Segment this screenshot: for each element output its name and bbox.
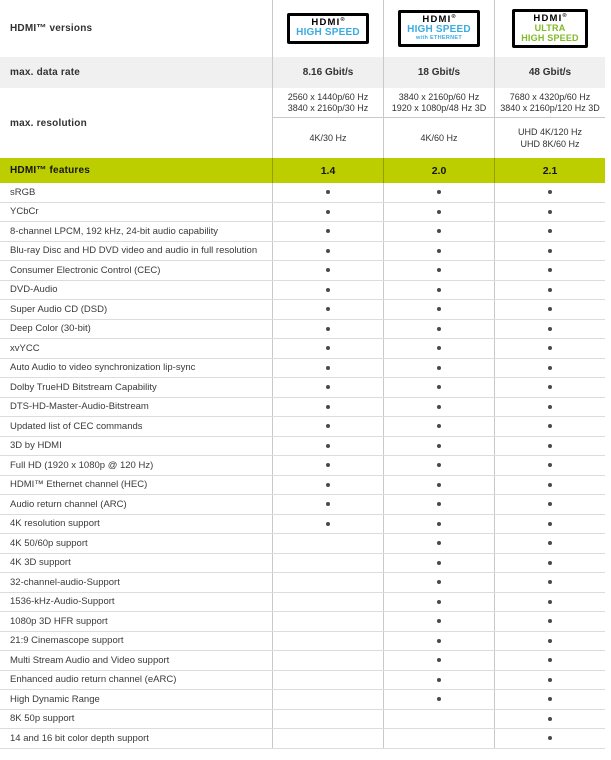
- support-cell-0: [272, 573, 383, 592]
- registered-mark: ®: [340, 16, 345, 23]
- support-cell-2: [494, 456, 605, 475]
- resolution-line: 1920 x 1080p/48 Hz 3D: [391, 102, 487, 113]
- support-cell-1: [383, 612, 494, 631]
- features-header-row: [0, 158, 605, 183]
- support-dot-icon: [326, 288, 330, 292]
- feature-label: Dolby TrueHD Bitstream Capability: [10, 381, 157, 393]
- feature-row: [0, 417, 605, 437]
- support-cell-2: [494, 534, 605, 553]
- support-dot-icon: [437, 307, 441, 311]
- support-cell-0: [272, 378, 383, 397]
- support-cell-1: [383, 573, 494, 592]
- feature-row: [0, 300, 605, 320]
- support-dot-icon: [326, 444, 330, 448]
- support-cell-2: [494, 690, 605, 709]
- support-dot-icon: [437, 288, 441, 292]
- feature-label: Full HD (1920 x 1080p @ 120 Hz): [10, 459, 154, 471]
- resolution-label-cell: [0, 88, 272, 158]
- support-cell-0: [272, 495, 383, 514]
- support-dot-icon: [326, 229, 330, 233]
- versions-logo-cells: [272, 0, 605, 57]
- registered-mark: ®: [562, 12, 567, 19]
- support-dot-icon: [548, 268, 552, 272]
- support-cell-0: [272, 554, 383, 573]
- resolution-secondary-0: [273, 118, 383, 158]
- support-cell-0: [272, 339, 383, 358]
- feature-row: [0, 515, 605, 535]
- feature-row: [0, 554, 605, 574]
- support-cell-0: [272, 281, 383, 300]
- data-rate-value-0: 8.16 Gbit/s: [272, 57, 383, 88]
- support-dot-icon: [437, 268, 441, 272]
- support-cell-1: [383, 632, 494, 651]
- support-dot-icon: [548, 483, 552, 487]
- support-cell-0: [272, 261, 383, 280]
- support-dot-icon: [437, 327, 441, 331]
- versions-label-cell: [0, 0, 272, 57]
- support-cell-1: [383, 417, 494, 436]
- hdmi-wordmark: HDMI®: [533, 12, 567, 24]
- support-dot-icon: [437, 619, 441, 623]
- support-cell-2: [494, 398, 605, 417]
- feature-row: [0, 534, 605, 554]
- support-cell-2: [494, 612, 605, 631]
- support-dot-icon: [326, 210, 330, 214]
- resolution-row: [0, 88, 605, 158]
- support-dot-icon: [548, 249, 552, 253]
- logo-line: HIGH SPEED: [407, 24, 471, 36]
- feature-row: [0, 476, 605, 496]
- support-cell-1: [383, 281, 494, 300]
- feature-row: [0, 612, 605, 632]
- support-dot-icon: [437, 678, 441, 682]
- support-dot-icon: [548, 424, 552, 428]
- support-dot-icon: [548, 736, 552, 740]
- support-cell-2: [494, 417, 605, 436]
- support-cell-1: [383, 456, 494, 475]
- feature-label: Multi Stream Audio and Video support: [10, 654, 170, 666]
- feature-label: sRGB: [10, 186, 36, 198]
- resolution-secondary-2: [495, 118, 605, 158]
- feature-label: Deep Color (30-bit): [10, 323, 91, 335]
- support-cell-0: [272, 632, 383, 651]
- support-dot-icon: [548, 210, 552, 214]
- support-dot-icon: [437, 483, 441, 487]
- support-dot-icon: [548, 600, 552, 604]
- support-dot-icon: [326, 424, 330, 428]
- feature-label: 4K 3D support: [10, 557, 71, 569]
- versions-cell-1: [383, 0, 494, 57]
- feature-label: 14 and 16 bit color depth support: [10, 732, 149, 744]
- support-dot-icon: [437, 249, 441, 253]
- resolution-col-2: [494, 88, 605, 158]
- support-dot-icon: [437, 405, 441, 409]
- feature-row: [0, 632, 605, 652]
- support-dot-icon: [548, 502, 552, 506]
- support-dot-icon: [326, 385, 330, 389]
- feature-row: [0, 339, 605, 359]
- feature-label: 4K 50/60p support: [10, 537, 88, 549]
- resolution-line: 3840 x 2160p/30 Hz: [287, 102, 369, 113]
- feature-label: 1080p 3D HFR support: [10, 615, 108, 627]
- support-dot-icon: [437, 697, 441, 701]
- support-dot-icon: [437, 522, 441, 526]
- support-dot-icon: [548, 385, 552, 389]
- feature-label: High Dynamic Range: [10, 693, 100, 705]
- support-cell-2: [494, 495, 605, 514]
- support-dot-icon: [548, 307, 552, 311]
- support-cell-0: [272, 222, 383, 241]
- feature-row: [0, 495, 605, 515]
- resolution-line: 2560 x 1440p/60 Hz: [287, 91, 369, 102]
- features-version-2: 2.1: [494, 158, 605, 183]
- resolution-col-0: [272, 88, 383, 158]
- support-cell-1: [383, 729, 494, 748]
- feature-row: [0, 651, 605, 671]
- support-cell-2: [494, 632, 605, 651]
- feature-label: Consumer Electronic Control (CEC): [10, 264, 161, 276]
- support-cell-0: [272, 417, 383, 436]
- support-cell-1: [383, 690, 494, 709]
- feature-row: [0, 222, 605, 242]
- support-dot-icon: [437, 580, 441, 584]
- support-dot-icon: [548, 639, 552, 643]
- support-dot-icon: [326, 268, 330, 272]
- support-cell-2: [494, 593, 605, 612]
- features-header-label-cell: [0, 158, 272, 183]
- feature-row: [0, 729, 605, 749]
- support-dot-icon: [437, 444, 441, 448]
- support-dot-icon: [437, 502, 441, 506]
- support-cell-0: [272, 612, 383, 631]
- feature-row: [0, 359, 605, 379]
- support-cell-1: [383, 378, 494, 397]
- support-cell-1: [383, 300, 494, 319]
- support-cell-2: [494, 183, 605, 202]
- support-cell-2: [494, 300, 605, 319]
- feature-label: Auto Audio to video synchronization lip-sync: [10, 362, 196, 374]
- support-cell-1: [383, 203, 494, 222]
- support-cell-2: [494, 222, 605, 241]
- support-cell-1: [383, 339, 494, 358]
- support-dot-icon: [548, 697, 552, 701]
- versions-label: HDMI™ versions: [10, 23, 93, 34]
- support-dot-icon: [548, 541, 552, 545]
- support-cell-1: [383, 495, 494, 514]
- feature-row: [0, 671, 605, 691]
- hdmi-high-speed-logo: [287, 13, 369, 44]
- support-cell-1: [383, 651, 494, 670]
- support-dot-icon: [548, 678, 552, 682]
- feature-label: Updated list of CEC commands: [10, 420, 143, 432]
- support-cell-0: [272, 476, 383, 495]
- data-rate-label: max. data rate: [10, 67, 81, 78]
- feature-row: [0, 183, 605, 203]
- resolution-line: 4K/30 Hz: [309, 133, 347, 143]
- support-dot-icon: [548, 366, 552, 370]
- feature-label: 4K resolution support: [10, 518, 100, 530]
- resolution-line: 3840 x 2160p/120 Hz 3D: [500, 102, 600, 113]
- feature-row: [0, 690, 605, 710]
- support-cell-0: [272, 651, 383, 670]
- support-dot-icon: [437, 210, 441, 214]
- support-cell-0: [272, 398, 383, 417]
- support-dot-icon: [326, 366, 330, 370]
- feature-label: DVD-Audio: [10, 284, 58, 296]
- support-cell-2: [494, 651, 605, 670]
- support-cell-0: [272, 242, 383, 261]
- support-cell-0: [272, 320, 383, 339]
- feature-row: [0, 398, 605, 418]
- feature-row: [0, 378, 605, 398]
- support-cell-2: [494, 554, 605, 573]
- support-cell-2: [494, 378, 605, 397]
- feature-label: Blu-ray Disc and HD DVD video and audio in full resolution: [10, 245, 258, 257]
- resolution-line: UHD 8K/60 Hz: [520, 139, 580, 149]
- support-cell-2: [494, 339, 605, 358]
- support-dot-icon: [326, 463, 330, 467]
- support-cell-2: [494, 203, 605, 222]
- versions-cell-2: [494, 0, 605, 57]
- support-cell-2: [494, 261, 605, 280]
- hdmi-wordmark: HDMI®: [311, 16, 345, 29]
- resolution-col-1: [383, 88, 494, 158]
- support-dot-icon: [548, 327, 552, 331]
- data-rate-row: [0, 57, 605, 88]
- hdmi-wordmark: HDMI®: [422, 13, 456, 26]
- support-cell-1: [383, 671, 494, 690]
- support-dot-icon: [437, 424, 441, 428]
- support-cell-1: [383, 593, 494, 612]
- support-cell-0: [272, 183, 383, 202]
- feature-label: 1536-kHz-Audio-Support: [10, 596, 115, 608]
- logo-line: ULTRA: [534, 22, 566, 33]
- support-cell-1: [383, 554, 494, 573]
- resolution-cells: [272, 88, 605, 158]
- resolution-primary-1: [384, 88, 494, 118]
- feature-label: DTS-HD-Master-Audio-Bitstream: [10, 401, 149, 413]
- feature-row: [0, 710, 605, 730]
- support-cell-0: [272, 203, 383, 222]
- support-cell-1: [383, 359, 494, 378]
- resolution-line: 3840 x 2160p/60 Hz: [398, 91, 480, 102]
- feature-label: 8K 50p support: [10, 713, 75, 725]
- support-cell-2: [494, 515, 605, 534]
- feature-label: 32-channel-audio-Support: [10, 576, 120, 588]
- feature-row: [0, 261, 605, 281]
- support-dot-icon: [548, 229, 552, 233]
- support-dot-icon: [326, 307, 330, 311]
- support-cell-2: [494, 573, 605, 592]
- versions-row: [0, 0, 605, 57]
- hdmi-high-speed-with-ethernet-logo: [398, 10, 480, 47]
- feature-row: [0, 437, 605, 457]
- support-dot-icon: [548, 405, 552, 409]
- support-cell-2: [494, 359, 605, 378]
- feature-label: YCbCr: [10, 206, 39, 218]
- support-cell-2: [494, 281, 605, 300]
- support-dot-icon: [326, 405, 330, 409]
- features-version-0: 1.4: [272, 158, 383, 183]
- support-cell-2: [494, 242, 605, 261]
- support-dot-icon: [548, 658, 552, 662]
- support-cell-1: [383, 242, 494, 261]
- feature-row: [0, 203, 605, 223]
- feature-row: [0, 573, 605, 593]
- features-header-label: HDMI™ features: [10, 165, 91, 176]
- support-cell-1: [383, 222, 494, 241]
- logo-line: HIGH SPEED: [296, 27, 360, 39]
- feature-row: [0, 242, 605, 262]
- support-dot-icon: [437, 190, 441, 194]
- support-dot-icon: [326, 522, 330, 526]
- support-cell-0: [272, 710, 383, 729]
- features-header-cells: [272, 158, 605, 183]
- feature-label: Audio return channel (ARC): [10, 498, 127, 510]
- support-cell-0: [272, 300, 383, 319]
- data-rate-value-1: 18 Gbit/s: [383, 57, 494, 88]
- support-cell-2: [494, 710, 605, 729]
- support-dot-icon: [437, 639, 441, 643]
- support-cell-1: [383, 183, 494, 202]
- support-dot-icon: [548, 444, 552, 448]
- resolution-primary-0: [273, 88, 383, 118]
- feature-label: HDMI™ Ethernet channel (HEC): [10, 479, 148, 491]
- resolution-line: 4K/60 Hz: [420, 133, 458, 143]
- feature-row: [0, 593, 605, 613]
- feature-label: Enhanced audio return channel (eARC): [10, 674, 177, 686]
- support-cell-0: [272, 515, 383, 534]
- support-cell-2: [494, 320, 605, 339]
- support-cell-0: [272, 593, 383, 612]
- feature-label: 3D by HDMI: [10, 440, 62, 452]
- feature-row: [0, 281, 605, 301]
- support-dot-icon: [437, 600, 441, 604]
- support-dot-icon: [437, 463, 441, 467]
- data-rate-label-cell: [0, 57, 272, 88]
- support-cell-1: [383, 398, 494, 417]
- support-dot-icon: [437, 658, 441, 662]
- features-version-1: 2.0: [383, 158, 494, 183]
- support-cell-0: [272, 690, 383, 709]
- support-cell-1: [383, 437, 494, 456]
- logo-line: with ETHERNET: [415, 35, 463, 42]
- support-dot-icon: [548, 619, 552, 623]
- support-cell-0: [272, 729, 383, 748]
- support-dot-icon: [326, 346, 330, 350]
- support-dot-icon: [437, 229, 441, 233]
- support-cell-1: [383, 710, 494, 729]
- support-dot-icon: [437, 366, 441, 370]
- support-dot-icon: [548, 346, 552, 350]
- resolution-label: max. resolution: [10, 117, 87, 129]
- registered-mark: ®: [451, 13, 456, 20]
- support-dot-icon: [326, 483, 330, 487]
- feature-row: [0, 456, 605, 476]
- feature-label: 8-channel LPCM, 192 kHz, 24-bit audio capability: [10, 225, 219, 237]
- support-dot-icon: [326, 190, 330, 194]
- support-cell-2: [494, 437, 605, 456]
- support-dot-icon: [548, 522, 552, 526]
- support-cell-0: [272, 437, 383, 456]
- support-cell-0: [272, 671, 383, 690]
- support-cell-0: [272, 456, 383, 475]
- feature-label: 21:9 Cinemascope support: [10, 635, 124, 647]
- support-dot-icon: [548, 717, 552, 721]
- support-cell-2: [494, 476, 605, 495]
- support-cell-1: [383, 515, 494, 534]
- resolution-line: UHD 4K/120 Hz: [517, 127, 583, 137]
- logo-line: HIGH SPEED: [521, 32, 579, 43]
- support-dot-icon: [326, 502, 330, 506]
- support-dot-icon: [437, 346, 441, 350]
- feature-label: Super Audio CD (DSD): [10, 303, 108, 315]
- support-cell-1: [383, 261, 494, 280]
- support-cell-1: [383, 476, 494, 495]
- support-dot-icon: [326, 327, 330, 331]
- resolution-primary-2: [495, 88, 605, 118]
- support-dot-icon: [548, 288, 552, 292]
- support-dot-icon: [326, 249, 330, 253]
- support-dot-icon: [548, 561, 552, 565]
- hdmi-ultra-high-speed-logo: [512, 9, 588, 49]
- features-body: [0, 183, 605, 749]
- feature-row: [0, 320, 605, 340]
- support-cell-2: [494, 671, 605, 690]
- support-cell-0: [272, 534, 383, 553]
- support-dot-icon: [437, 385, 441, 389]
- data-rate-value-2: 48 Gbit/s: [494, 57, 605, 88]
- data-rate-cells: [272, 57, 605, 88]
- support-dot-icon: [548, 580, 552, 584]
- support-cell-0: [272, 359, 383, 378]
- support-dot-icon: [548, 190, 552, 194]
- resolution-line: 7680 x 4320p/60 Hz: [509, 91, 591, 102]
- versions-cell-0: [272, 0, 383, 57]
- support-cell-1: [383, 320, 494, 339]
- support-cell-2: [494, 729, 605, 748]
- feature-label: xvYCC: [10, 342, 40, 354]
- support-dot-icon: [548, 463, 552, 467]
- resolution-secondary-1: [384, 118, 494, 158]
- support-dot-icon: [437, 541, 441, 545]
- support-dot-icon: [437, 561, 441, 565]
- support-cell-1: [383, 534, 494, 553]
